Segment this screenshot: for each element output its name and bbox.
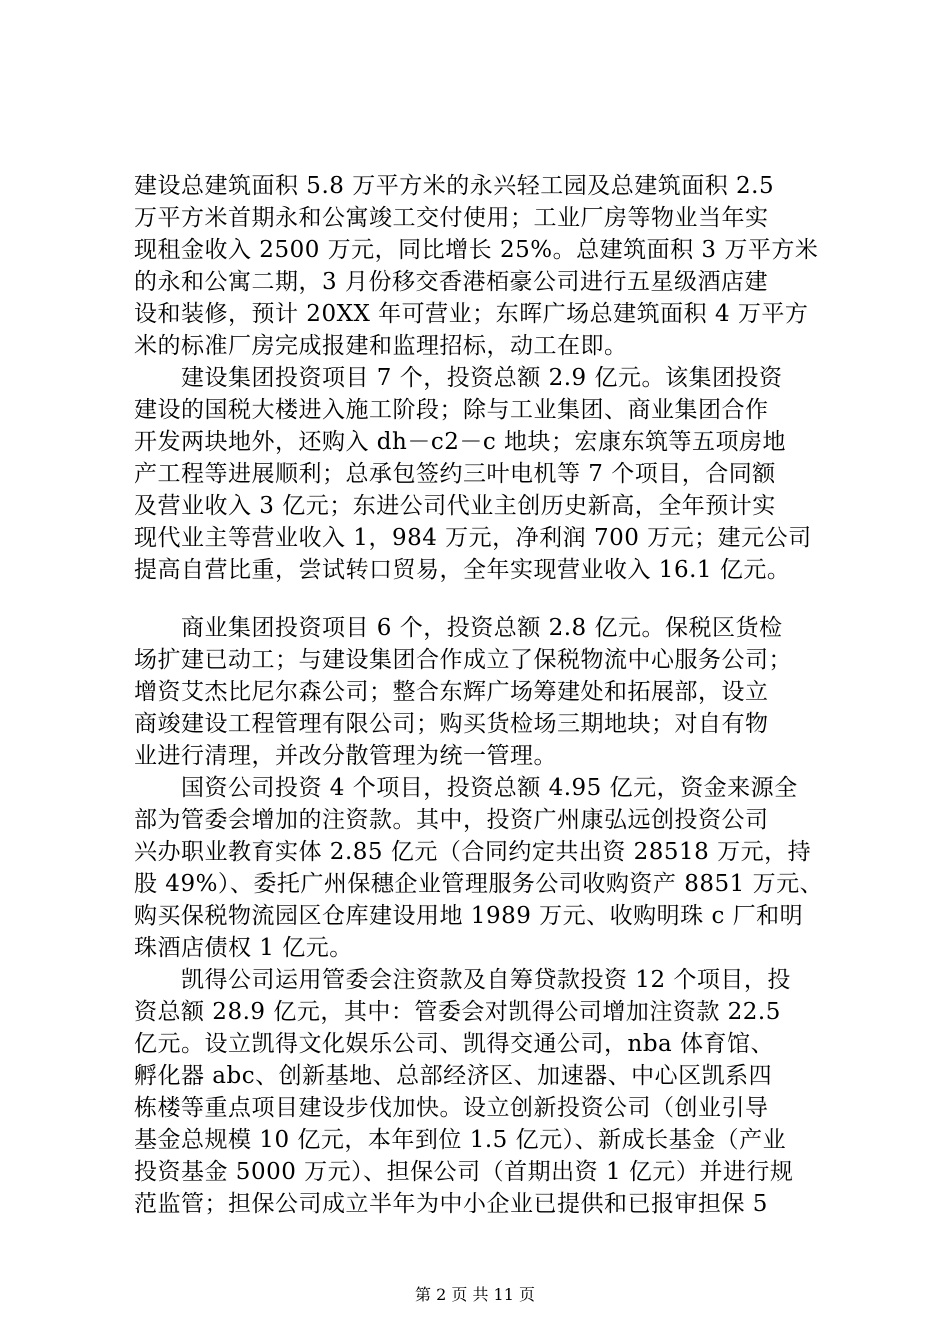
text-line: 及营业收入 3 亿元；东进公司代业主创历史新高，全年预计实 <box>134 493 776 519</box>
text-line: 基金总规模 10 亿元，本年到位 1.5 亿元）、新成长基金（产业 <box>134 1127 787 1153</box>
text-line: 投资基金 5000 万元）、担保公司（首期出资 1 亿元）并进行规 <box>134 1159 794 1185</box>
text-line: 场扩建已动工；与建设集团合作成立了保税物流中心服务公司； <box>134 647 792 673</box>
text-line: 现代业主等营业收入 1，984 万元，净利润 700 万元；建元公司 <box>134 525 812 551</box>
text-line: 国资公司投资 4 个项目，投资总额 4.95 亿元，资金来源全 <box>134 775 798 801</box>
text-line: 范监管；担保公司成立半年为中小企业已提供和已报审担保 5 <box>134 1191 768 1217</box>
text-line: 增资艾杰比尼尔森公司；整合东辉广场筹建处和拓展部，设立 <box>134 679 769 705</box>
text-line: 万平方米首期永和公寓竣工交付使用；工业厂房等物业当年实 <box>134 205 769 231</box>
text-line: 兴办职业教育实体 2.85 亿元（合同约定共出资 28518 万元，持 <box>134 839 812 865</box>
text-line: 产工程等进展顺利；总承包签约三叶电机等 7 个项目，合同额 <box>134 461 776 487</box>
page-number-footer: 第 2 页 共 11 页 <box>415 1285 535 1304</box>
text-line: 股 49%）、委托广州保穗企业管理服务公司收购资产 8851 万元、 <box>134 871 824 897</box>
text-line: 现租金收入 2500 万元，同比增长 25%。总建筑面积 3 万平方米 <box>134 237 819 263</box>
text-line: 的永和公寓二期，3 月份移交香港栢豪公司进行五星级酒店建 <box>134 269 768 295</box>
text-line: 凯得公司运用管委会注资款及自筹贷款投资 12 个项目，投 <box>134 967 791 993</box>
text-line: 部为管委会增加的注资款。其中，投资广州康弘远创投资公司 <box>134 807 769 833</box>
text-line: 建设总建筑面积 5.8 万平方米的永兴轻工园及总建筑面积 2.5 <box>134 173 775 199</box>
text-line: 提高自营比重，尝试转口贸易，全年实现营业收入 16.1 亿元。 <box>134 557 791 583</box>
text-line: 栋楼等重点项目建设步伐加快。设立创新投资公司（创业引导 <box>134 1095 769 1121</box>
text-line: 建设集团投资项目 7 个，投资总额 2.9 亿元。该集团投资 <box>134 365 783 391</box>
text-line: 亿元。设立凯得文化娱乐公司、凯得交通公司，nba 体育馆、 <box>134 1031 775 1057</box>
text-line: 建设的国税大楼进入施工阶段；除与工业集团、商业集团合作 <box>134 397 769 423</box>
text-line: 开发两块地外，还购入 dh－c2－c 地块；宏康东筑等五项房地 <box>134 429 787 455</box>
text-line: 资总额 28.9 亿元，其中：管委会对凯得公司增加注资款 22.5 <box>134 999 781 1025</box>
text-line: 珠酒店债权 1 亿元。 <box>134 935 353 961</box>
text-line: 商竣建设工程管理有限公司；购买货检场三期地块；对自有物 <box>134 711 769 737</box>
text-line: 设和装修，预计 20XX 年可营业；东晖广场总建筑面积 4 万平方 <box>134 301 809 327</box>
text-line: 孵化器 abc、创新基地、总部经济区、加速器、中心区凯系四 <box>134 1063 773 1089</box>
text-line: 购买保税物流园区仓库建设用地 1989 万元、收购明珠 c 厂和明 <box>134 903 804 929</box>
text-line: 业进行清理，并改分散管理为统一管理。 <box>134 743 557 769</box>
text-line: 米的标准厂房完成报建和监理招标，动工在即。 <box>134 333 628 359</box>
text-line: 商业集团投资项目 6 个，投资总额 2.8 亿元。保税区货检 <box>134 615 783 641</box>
